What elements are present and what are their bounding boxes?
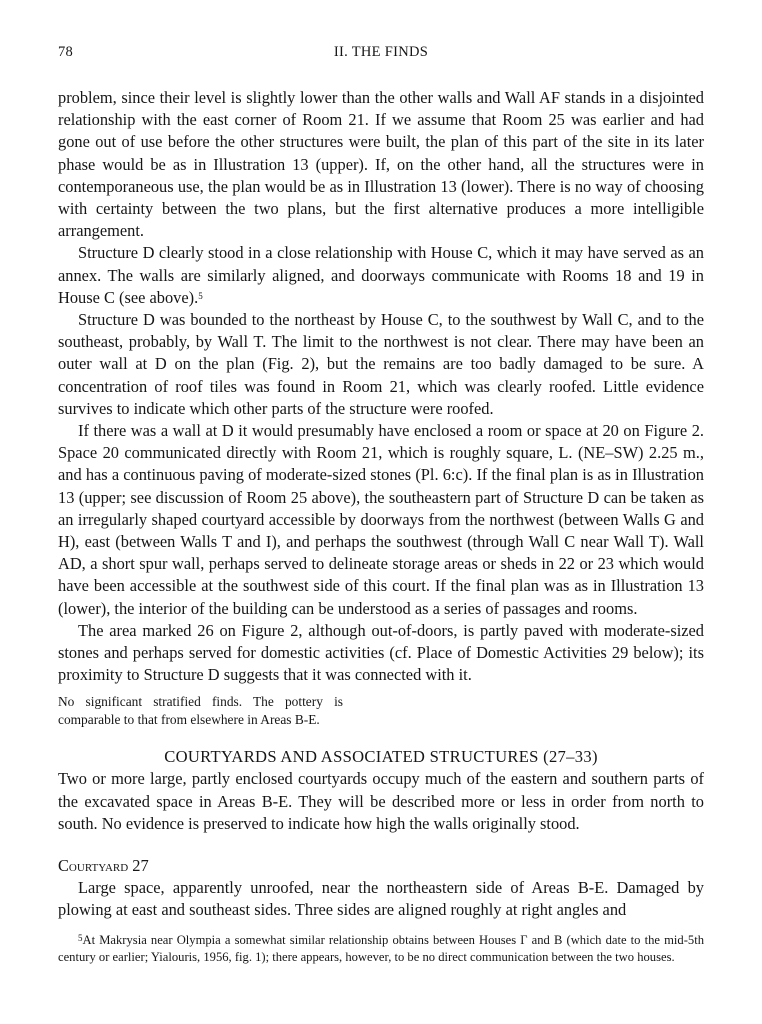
section-title: COURTYARDS AND ASSOCIATED STRUCTURES (27–33) — [164, 747, 598, 767]
running-title: II. THE FINDS — [333, 44, 429, 60]
section-paragraph: Two or more large, partly enclosed courtyards occupy much of the eastern and southern parts of the excavated space in Areas B-E. They will be described more or less in order from north to south. No evidence is preserved to indicate how high the walls originally stood. — [58, 769, 704, 833]
paragraph-5: The area marked 26 on Figure 2, although out-of-doors, is partly paved with moderate-sized stones and perhaps served for domestic activities (cf. Place of Domestic Activities 29 below); its proximity to Structure D suggests that it was connected with it. — [58, 620, 704, 685]
paragraph-2-text: Structure D clearly stood in a close relationship with House C, which it may have served as an annex. The walls are similarly aligned, and doorways communicate with Rooms 18 and 19 in House C (see above). — [58, 243, 704, 307]
paragraph-4: If there was a wall at D it would presumably have enclosed a room or space at 20 on Figure 2. Space 20 communicated directly with Room 21, which is roughly square, L. (NE–SW) 2.25 m., and has a continuous paving of moderate-sized stones (Pl. 6:c). If the final plan is as in Illustration 13 (upper; see discussion of Room 25 above), the southeastern part of Structure D can be taken as an irregularly shaped courtyard accessible by doorways from the northwest (between Walls G and H), east (between Walls T and I), and perhaps the southwest (through Wall C near Wall T). Wall AD, a short spur wall, perhaps served to delineate storage areas or sheds in 22 or 23 which would have been accessible at the southwest side of this court. If the final plan was as in Illustration 13 (lower), the interior of the building can be understood as a series of passages and rooms. — [58, 421, 704, 618]
finds-note: No significant stratified finds. The pottery is comparable to that from elsewhere in Areas B-E. — [58, 694, 343, 728]
footnote-number: 5 — [78, 932, 83, 943]
paragraph-3: Structure D was bounded to the northeast by House C, to the southwest by Wall C, and to the southeast, probably, by Wall T. The limit to the northwest is not clear. There may have been an outer wall at D on the plan (Fig. 2), but the remains are too badly damaged to be sure. A concentration of roof tiles was found in Room 21, which was clearly roofed. Little evidence survives to indicate which other parts of the structure were roofed. — [58, 310, 704, 418]
footnote-reference[interactable]: 5 — [198, 290, 203, 301]
paragraph-2 — [58, 242, 704, 309]
page — [58, 44, 704, 966]
page-header — [58, 44, 704, 66]
footnote — [58, 932, 704, 966]
paragraph-1: problem, since their level is slightly lower than the other walls and Wall AF stands in a disjointed relationship with the east corner of Room 21. If we assume that Room 25 was earlier and had gone out of use before the other structures were built, the plan of this part of the site in its later phase would be as in Illustration 13 (upper). If, on the other hand, all the structures were in contemporaneous use, the plan would be as in Illustration 13 (lower). There is no way of choosing with certainty between the two plans, but the first alternative produces a more intelligible arrangement. — [58, 88, 704, 241]
footnote-text: At Makrysia near Olympia a somewhat similar relationship obtains between Houses Γ and B (which date to the mid-5th century or earlier; Yialouris, 1956, fig. 1); there appears, however, to be no direct communication between the two houses. — [58, 932, 704, 964]
subheading-courtyard-27: Courtyard 27 — [58, 856, 149, 876]
body-text — [58, 87, 704, 966]
courtyard-paragraph: Large space, apparently unroofed, near the northeastern side of Areas B-E. Damaged by plowing at east and southeast sides. Three sides are aligned roughly at right angles and — [58, 878, 704, 920]
page-number: 78 — [58, 44, 74, 60]
